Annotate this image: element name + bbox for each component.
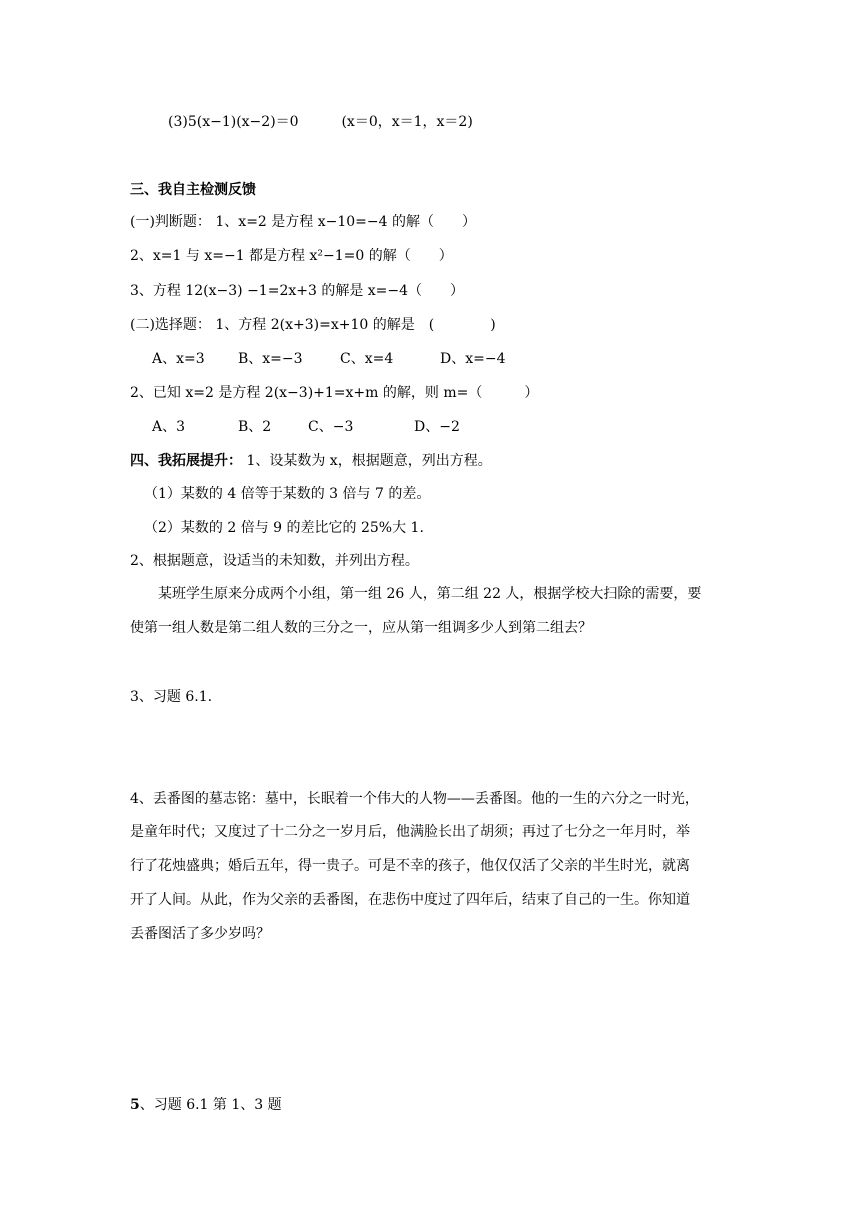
judge-prefix: (一)判断题：: [130, 214, 211, 230]
section-4-heading: 四、我拓展提升：: [130, 453, 242, 469]
choice-q2-option-c: C、−3: [308, 419, 354, 435]
judge-question-2: 2、x=1 与 x=−1 都是方程 x²−1=0 的解（ ）: [130, 248, 453, 264]
section-4-q4-line-5: 丢番图活了多少岁吗？: [130, 926, 270, 942]
judge-question-3: 3、方程 12(x−3) −1=2x+3 的解是 x=−4（ ）: [130, 283, 465, 299]
equation-3-body: x−1)(x−2)＝0: [202, 114, 299, 130]
choice-q2-options: [152, 417, 460, 437]
choice-q1-option-d: D、x=−4: [440, 351, 506, 367]
choice-q1-option-b: B、x=−3: [238, 351, 303, 367]
choice-q1-option-c: C、x=4: [340, 351, 394, 367]
section-4-q4-line-2: 是童年时代；又度过了十二分之一岁月后，他满脸长出了胡须；再过了七分之一年月时，举: [130, 824, 690, 840]
section-4-q5-number: 5: [130, 1097, 140, 1113]
judge-question-1: [130, 212, 476, 232]
section-4-q1-a: （1）某数的 4 倍等于某数的 3 倍与 7 的差。: [144, 486, 431, 502]
equation-3: [168, 112, 473, 132]
section-4-q4-line-1: 4、丢番图的墓志铭：墓中，长眠着一个伟大的人物——丢番图。他的一生的六分之一时光，: [130, 791, 699, 807]
section-4-line: [130, 451, 492, 471]
equation-3-candidates: (x＝0，x＝1，x＝2): [341, 114, 473, 130]
section-4-q2-text-line-2: 使第一组人数是第二组人数的三分之一，应从第一组调多少人到第二组去？: [130, 620, 592, 636]
section-4-q1: 1、设某数为 x，根据题意，列出方程。: [246, 453, 492, 469]
equation-3-label: (3)5(: [168, 114, 203, 130]
judge-q1-text: 1、x=2 是方程 x−10=−4 的解（ ）: [215, 214, 476, 230]
choice-q1-text: 1、方程 2(x+3)=x+10 的解是 ( ): [215, 317, 496, 333]
section-4-q5-text: 、习题 6.1 第 1、3 题: [139, 1097, 282, 1113]
section-4-q3: 3、习题 6.1.: [130, 689, 213, 705]
section-4-q5: [130, 1095, 282, 1115]
choice-question-2: 2、已知 x=2 是方程 2(x−3)+1=x+m 的解，则 m=（ ）: [130, 385, 539, 401]
choice-q2-option-a: A、3: [152, 419, 186, 435]
choice-prefix: (二)选择题：: [130, 317, 211, 333]
section-4-q4-line-3: 行了花烛盛典；婚后五年，得一贵子。可是不幸的孩子，他仅仅活了父亲的半生时光，就离: [130, 858, 690, 874]
choice-q1-options: [152, 349, 506, 369]
section-4-q2-text-line-1: 某班学生原来分成两个小组，第一组 26 人，第二组 22 人，根据学校大扫除的需要，要: [158, 586, 702, 602]
section-3-heading: 三、我自主检测反馈: [130, 182, 256, 198]
choice-q1-option-a: A、x=3: [152, 351, 205, 367]
choice-question-1: [130, 315, 496, 335]
choice-q2-option-b: B、2: [238, 419, 272, 435]
choice-q2-option-d: D、−2: [414, 419, 460, 435]
section-4-q1-b: （2）某数的 2 倍与 9 的差比它的 25%大 1.: [144, 520, 424, 536]
section-4-q4-line-4: 开了人间。从此，作为父亲的丢番图，在悲伤中度过了四年后，结束了自己的一生。你知道: [130, 892, 690, 908]
section-4-q2: 2、根据题意，设适当的未知数，并列出方程。: [130, 553, 419, 569]
